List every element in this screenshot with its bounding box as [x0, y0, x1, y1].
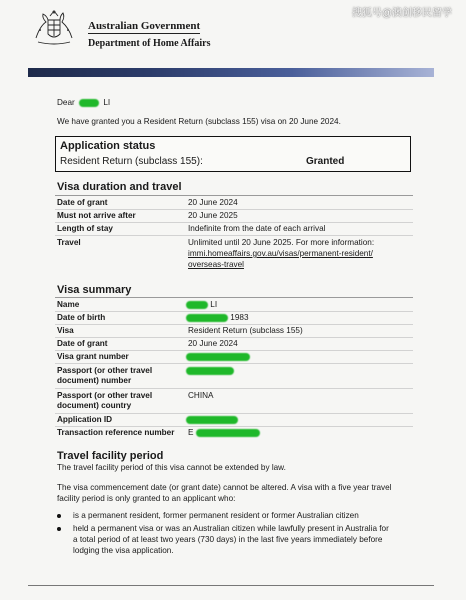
duration-heading: Visa duration and travel [57, 181, 182, 193]
row-label: Date of birth [57, 313, 106, 322]
row-value: Unlimited until 20 June 2025. For more information: [188, 238, 375, 247]
application-status-box [55, 136, 411, 172]
row-label-continued: document) number [57, 376, 132, 385]
dob-value: 1983 [186, 313, 249, 323]
row-value: 20 June 2024 [188, 198, 238, 207]
row-divider [55, 235, 413, 236]
paragraph: The travel facility period of this visa cannot be extended by law. [57, 463, 286, 472]
row-divider [55, 324, 413, 325]
footer-divider [28, 585, 434, 586]
summary-heading: Visa summary [57, 284, 132, 296]
visa-value: Resident Return (subclass 155) [188, 326, 303, 335]
row-label: Date of grant [57, 198, 108, 207]
row-label: Visa grant number [57, 352, 129, 361]
grant-number-value [186, 352, 250, 362]
row-label: Travel [57, 238, 81, 247]
passport-country-value: CHINA [188, 391, 214, 400]
travel-info-link-continued[interactable]: overseas-travel [188, 260, 244, 269]
redacted-application-id [186, 416, 238, 424]
header-divider [88, 33, 200, 34]
department-title: Department of Home Affairs [88, 38, 211, 49]
redacted-name [186, 301, 208, 309]
salutation-prefix: Dear [57, 98, 75, 107]
row-label-continued: document) country [57, 401, 132, 410]
row-label: Passport (or other travel [57, 391, 153, 400]
row-value: 20 June 2025 [188, 211, 238, 220]
row-divider [55, 337, 413, 338]
row-label: Name [57, 300, 80, 309]
row-divider [55, 413, 413, 414]
bullet-text: is a permanent resident, former permanent resident or former Australian citizen [73, 511, 359, 520]
intro-text: We have granted you a Resident Return (subclass 155) visa on 20 June 2024. [57, 117, 341, 126]
paragraph: The visa commencement date (or grant date) cannot be altered. A visa with a five year travel [57, 483, 392, 492]
status-value: Granted [306, 156, 345, 167]
paragraph-continued: facility period is only granted to an applicant who: [57, 494, 236, 503]
section-rule [55, 195, 413, 196]
row-label: Length of stay [57, 224, 113, 233]
redacted-name [79, 99, 99, 107]
row-divider [55, 388, 413, 389]
status-heading: Application status [60, 140, 156, 152]
travel-facility-heading: Travel facility period [57, 450, 164, 462]
bullet [57, 514, 61, 518]
row-value: Indefinite from the date of each arrival [188, 224, 326, 233]
bullet [57, 527, 61, 531]
government-title: Australian Government [88, 20, 201, 32]
salutation-name: LI [103, 98, 111, 107]
row-divider [55, 222, 413, 223]
redacted-passport-number [186, 367, 234, 375]
coat-of-arms-icon [30, 8, 78, 50]
bullet-text-continued: lodging the visa application. [73, 546, 174, 555]
bullet-text-continued: a total period of at least two years (730 days) in the last five years immediately before [73, 535, 383, 544]
name-value: LI [186, 300, 217, 310]
redacted-dob [186, 314, 228, 322]
section-rule [55, 297, 413, 298]
transaction-reference-value: E [188, 428, 260, 438]
row-divider [55, 311, 413, 312]
row-divider [55, 350, 413, 351]
travel-info-link[interactable]: immi.homeaffairs.gov.au/visas/permanent-resident/ [188, 249, 373, 258]
row-label: Date of grant [57, 339, 108, 348]
watermark: 搜狐号@澳创移民留学 [351, 8, 452, 19]
row-divider [55, 209, 413, 210]
row-label: Transaction reference number [57, 428, 175, 437]
passport-number-value [186, 366, 234, 376]
row-divider [55, 426, 413, 427]
header-color-bar [28, 68, 434, 77]
salutation [57, 98, 110, 108]
row-label: Passport (or other travel [57, 366, 153, 375]
bullet-text: held a permanent visa or was an Australian citizen while lawfully present in Australia for [73, 524, 389, 533]
row-label: Visa [57, 326, 74, 335]
application-id-value [186, 415, 238, 425]
status-visa: Resident Return (subclass 155): [60, 156, 203, 167]
row-divider [55, 363, 413, 364]
row-label: Must not arrive after [57, 211, 136, 220]
row-label: Application ID [57, 415, 113, 424]
redacted-grant-number [186, 353, 250, 361]
grant-date-value: 20 June 2024 [188, 339, 238, 348]
redacted-transaction-reference [196, 429, 260, 437]
